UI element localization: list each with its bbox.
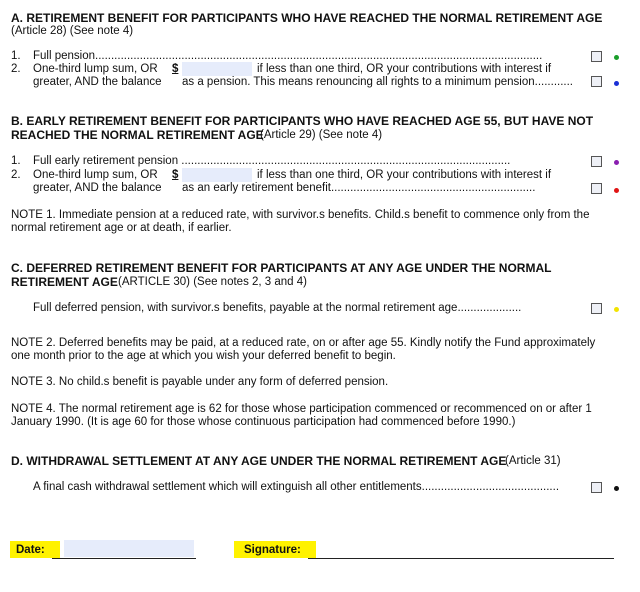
section-b-opt2-label-b: if less than one third, OR your contributions with interest if bbox=[257, 169, 552, 181]
section-a-amount-input[interactable] bbox=[182, 62, 252, 76]
section-d-opt-checkbox[interactable] bbox=[591, 482, 602, 493]
section-a-opt2-number: 2. bbox=[11, 63, 21, 75]
section-b-opt2-label-a: One-third lump sum, OR bbox=[33, 169, 158, 181]
date-underline bbox=[52, 558, 196, 559]
section-b-opt2-color-dot bbox=[614, 188, 619, 193]
section-b-opt2-checkbox[interactable] bbox=[591, 183, 602, 194]
section-c-opt-label: Full deferred pension, with survivor.s benefits, payable at the normal retirement age.................... bbox=[33, 302, 522, 314]
section-d-opt-color-dot bbox=[614, 486, 619, 491]
section-b-title-line1: B. EARLY RETIREMENT BENEFIT FOR PARTICIPANTS WHO HAVE REACHED AGE 55, BUT HAVE NOT bbox=[11, 114, 594, 128]
section-d-title: D. WITHDRAWAL SETTLEMENT AT ANY AGE UNDER THE NORMAL RETIREMENT AGE bbox=[11, 454, 507, 468]
section-a-opt2-color-dot bbox=[614, 81, 619, 86]
section-d-title-sub: (Article 31) bbox=[505, 455, 561, 467]
signature-line[interactable] bbox=[308, 558, 614, 559]
section-a-opt1-checkbox[interactable] bbox=[591, 51, 602, 62]
section-b-opt2-number: 2. bbox=[11, 169, 21, 181]
section-b-opt2-label-c: greater, AND the balance bbox=[33, 182, 162, 194]
note-1-line1: NOTE 1. Immediate pension at a reduced rate, with survivor.s benefits. Child.s benefit to commence only from the bbox=[11, 209, 590, 221]
section-b-opt1-color-dot bbox=[614, 160, 619, 165]
section-a-opt2-label-a: One-third lump sum, OR bbox=[33, 63, 158, 75]
note-3: NOTE 3. No child.s benefit is payable under any form of deferred pension. bbox=[11, 376, 389, 388]
date-input[interactable] bbox=[64, 540, 194, 557]
section-a-opt2-label-b: if less than one third, OR your contributions with interest if bbox=[257, 63, 552, 75]
section-c-opt-checkbox[interactable] bbox=[591, 303, 602, 314]
section-a-opt1-label: Full pension............................................................................................................................................ bbox=[33, 50, 543, 62]
signature-label: Signature: bbox=[244, 544, 301, 556]
section-b-opt1-label: Full early retirement pension ....................................................................................................... bbox=[33, 155, 511, 167]
note-4-line2: January 1990. (It is age 60 for those whose continuous participation had commenced before 1990.) bbox=[11, 416, 516, 428]
section-c-title-line2: RETIREMENT AGE bbox=[11, 275, 118, 289]
section-a-title: A. RETIREMENT BENEFIT FOR PARTICIPANTS WHO HAVE REACHED THE NORMAL RETIREMENT AGE bbox=[11, 11, 603, 25]
note-1-line2: normal retirement age or at death, if earlier. bbox=[11, 222, 232, 234]
section-b-dollar-sign: $ bbox=[172, 169, 179, 181]
section-c-opt-color-dot bbox=[614, 307, 619, 312]
section-d-opt-label: A final cash withdrawal settlement which will extinguish all other entitlements........................................... bbox=[33, 481, 560, 493]
section-a-opt2-label-d: as a pension. This means renouncing all rights to a minimum pension............ bbox=[182, 76, 573, 88]
section-b-opt2-label-d: as an early retirement benefit................................................................ bbox=[182, 182, 536, 194]
note-2-line2: one month prior to the age at which you wish your deferred benefit to begin. bbox=[11, 350, 396, 362]
note-4-line1: NOTE 4. The normal retirement age is 62 for those whose participation commenced or recommenced on or after 1 bbox=[11, 403, 592, 415]
section-a-opt1-number: 1. bbox=[11, 50, 21, 62]
section-a-dollar-sign: $ bbox=[172, 63, 179, 75]
section-b-title-sub: (Article 29) (See note 4) bbox=[260, 129, 383, 141]
section-c-title-sub: (ARTICLE 30) (See notes 2, 3 and 4) bbox=[118, 276, 307, 288]
section-b-opt1-checkbox[interactable] bbox=[591, 156, 602, 167]
section-c-title-line1: C. DEFERRED RETIREMENT BENEFIT FOR PARTICIPANTS AT ANY AGE UNDER THE NORMAL bbox=[11, 261, 552, 275]
section-b-opt1-number: 1. bbox=[11, 155, 21, 167]
section-a-opt2-checkbox[interactable] bbox=[591, 76, 602, 87]
section-a-subtitle: (Article 28) (See note 4) bbox=[11, 25, 134, 37]
note-2-line1: NOTE 2. Deferred benefits may be paid, at a reduced rate, on or after age 55. Kindly notify the Fund approximately bbox=[11, 337, 596, 349]
section-a-opt2-label-c: greater, AND the balance bbox=[33, 76, 162, 88]
section-b-amount-input[interactable] bbox=[182, 168, 252, 182]
section-b-title-line2: REACHED THE NORMAL RETIREMENT AGE bbox=[11, 128, 264, 142]
section-a-opt1-color-dot bbox=[614, 55, 619, 60]
date-label: Date: bbox=[16, 544, 45, 556]
